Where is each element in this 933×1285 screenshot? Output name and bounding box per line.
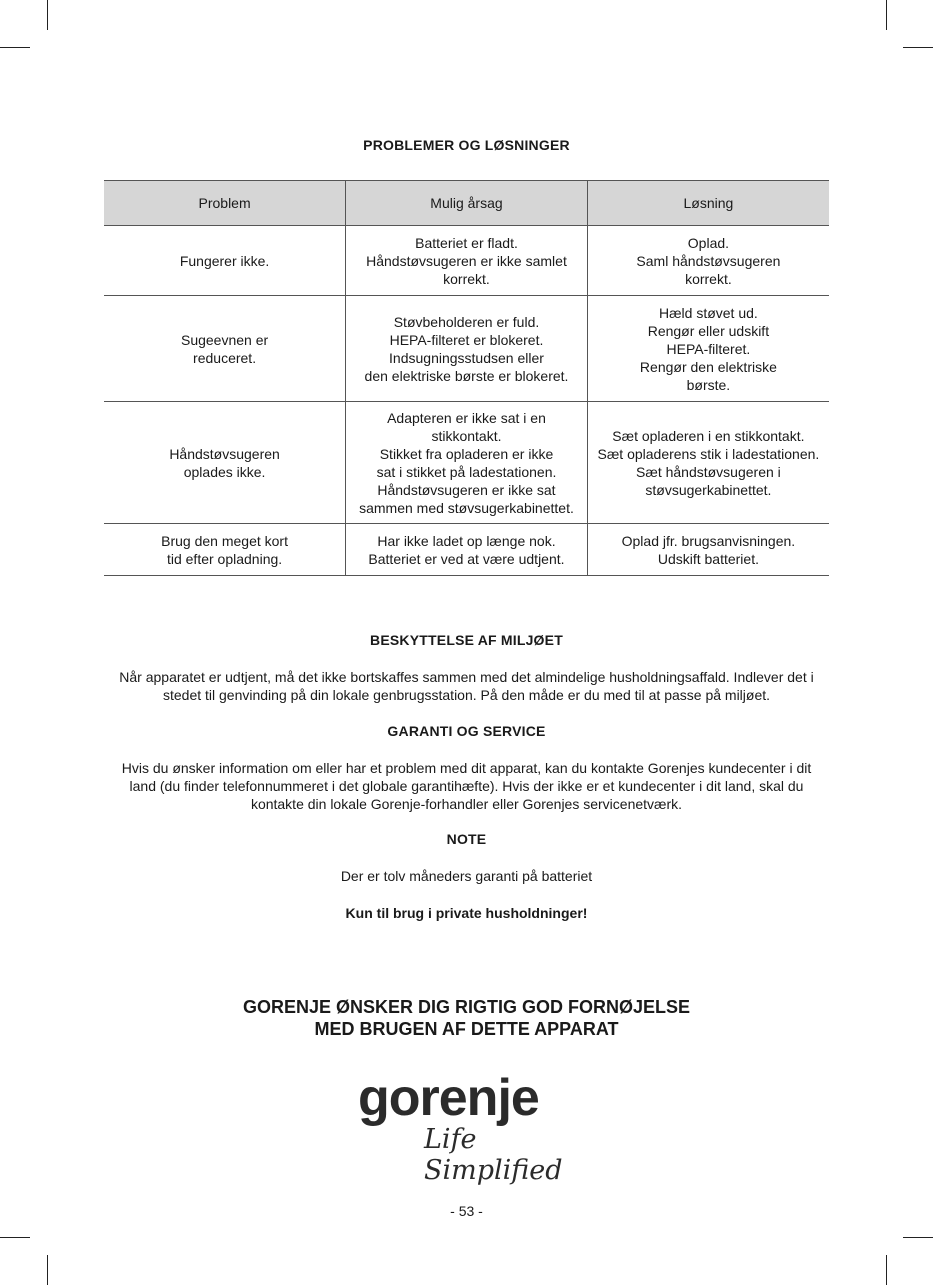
cell-line: Har ikke ladet op længe nok. [377, 532, 556, 549]
table-row [104, 402, 829, 524]
cell-line: Oplad jfr. brugsanvisningen. [621, 532, 796, 549]
cell-line: tid efter opladning. [166, 550, 283, 567]
cell-cause [346, 296, 588, 402]
closing-line: GORENJE ØNSKER DIG RIGTIG GOD FORNØJELSE [242, 997, 691, 1017]
cell-line: HEPA-filteret er blokeret. [389, 331, 544, 348]
closing-message [0, 996, 933, 1040]
cell-line: Adapteren er ikke sat i en [387, 409, 546, 426]
troubleshooting-table [104, 180, 829, 576]
cell-line: Støvbeholderen er fuld. [393, 313, 540, 330]
logo-tagline: Life Simplified [424, 1124, 563, 1186]
table-row [104, 226, 829, 296]
cell-line: korrekt. [443, 270, 490, 287]
logo-wordmark: gorenje [358, 1069, 539, 1127]
cell-line: Saml håndstøvsugeren [636, 252, 781, 269]
cell-line: Udskift batteriet. [657, 550, 759, 567]
cell-line: Håndstøvsugeren er ikke samlet [366, 252, 567, 269]
page-title: PROBLEMER OG LØSNINGER [363, 137, 570, 153]
cell-line: HEPA-filteret. [666, 340, 751, 357]
cell-line: Oplad. [687, 234, 730, 251]
cell-line: Sæt opladerens stik i ladestationen. [597, 445, 820, 462]
crop-mark [47, 1255, 48, 1285]
cell-solution [587, 296, 829, 402]
cell-line: Håndstøvsugeren er ikke sat [377, 481, 556, 498]
text-line: Hvis du ønsker information om eller har et problem med dit apparat, kan du kontakte Gorenjes kundecenter i dit [121, 760, 812, 776]
crop-mark [886, 0, 887, 30]
cell-line: korrekt. [685, 270, 732, 287]
cell-line: støvsugerkabinettet. [645, 481, 772, 498]
header-cause: Mulig årsag [346, 181, 588, 226]
text-line: stedet til genvinding på din lokale genbrugsstation. På den måde er du med til at passe på miljøet. [162, 687, 771, 703]
cell-solution [587, 402, 829, 524]
cell-line: Batteriet er ved at være udtjent. [368, 550, 565, 567]
warranty-heading: GARANTI OG SERVICE [387, 723, 546, 739]
cell-line: børste. [686, 376, 731, 393]
crop-mark [47, 0, 48, 30]
cell-cause [346, 524, 588, 576]
gorenje-logo [358, 1068, 578, 1186]
cell-line: Hæld støvet ud. [658, 304, 758, 321]
cell-line: reduceret. [193, 349, 257, 366]
cell-problem [104, 296, 346, 402]
text-line: land (du finder telefonnummeret i det globale garantihæfte). Hvis der ikke er et kundecenter i dit land, skal du [129, 778, 804, 794]
private-use-text: Kun til brug i private husholdninger! [345, 905, 588, 921]
cell-problem [104, 524, 346, 576]
crop-mark [903, 1237, 933, 1238]
table-header-row [104, 181, 829, 226]
table-row [104, 296, 829, 402]
cell-solution [587, 226, 829, 296]
crop-mark [0, 47, 30, 48]
cell-solution [587, 524, 829, 576]
cell-line: sammen med støvsugerkabinettet. [359, 499, 574, 516]
crop-mark [886, 1255, 887, 1285]
cell-line: Indsugningsstudsen eller [389, 349, 544, 366]
closing-line: MED BRUGEN AF DETTE APPARAT [314, 1019, 619, 1039]
cell-line: Håndstøvsugeren [169, 445, 280, 462]
cell-line: Fungerer ikke. [179, 252, 270, 269]
table-row [104, 524, 829, 576]
cell-line: Brug den meget kort [161, 532, 288, 549]
cell-line: Sugeevnen er [180, 331, 269, 348]
cell-problem [104, 226, 346, 296]
cell-line: Batteriet er fladt. [415, 234, 518, 251]
cell-line: Rengør eller udskift [647, 322, 770, 339]
cell-line: oplades ikke. [183, 463, 266, 480]
crop-mark [903, 47, 933, 48]
note-heading: NOTE [446, 831, 487, 847]
cell-cause [346, 226, 588, 296]
header-solution: Løsning [587, 181, 829, 226]
environment-heading: BESKYTTELSE AF MILJØET [370, 632, 563, 648]
text-line: Når apparatet er udtjent, må det ikke bortskaffes sammen med det almindelige husholdningsaffald. Indlever det i [119, 669, 814, 685]
cell-line: Stikket fra opladeren er ikke [379, 445, 554, 462]
cell-line: stikkontakt. [431, 427, 502, 444]
text-line: kontakte din lokale Gorenje-forhandler eller Gorenjes servicenetværk. [250, 796, 683, 812]
crop-mark [0, 1237, 30, 1238]
page-number: - 53 - [450, 1203, 483, 1219]
cell-line: Sæt håndstøvsugeren i [636, 463, 781, 480]
cell-problem [104, 402, 346, 524]
header-problem: Problem [104, 181, 346, 226]
cell-line: Rengør den elektriske [639, 358, 777, 375]
cell-line: sat i stikket på ladestationen. [376, 463, 557, 480]
environment-text [104, 668, 829, 704]
warranty-text [104, 759, 829, 813]
cell-line: Sæt opladeren i en stikkontakt. [612, 427, 805, 444]
cell-cause [346, 402, 588, 524]
note-text: Der er tolv måneders garanti på batteriet [340, 868, 593, 884]
cell-line: den elektriske børste er blokeret. [364, 367, 569, 384]
